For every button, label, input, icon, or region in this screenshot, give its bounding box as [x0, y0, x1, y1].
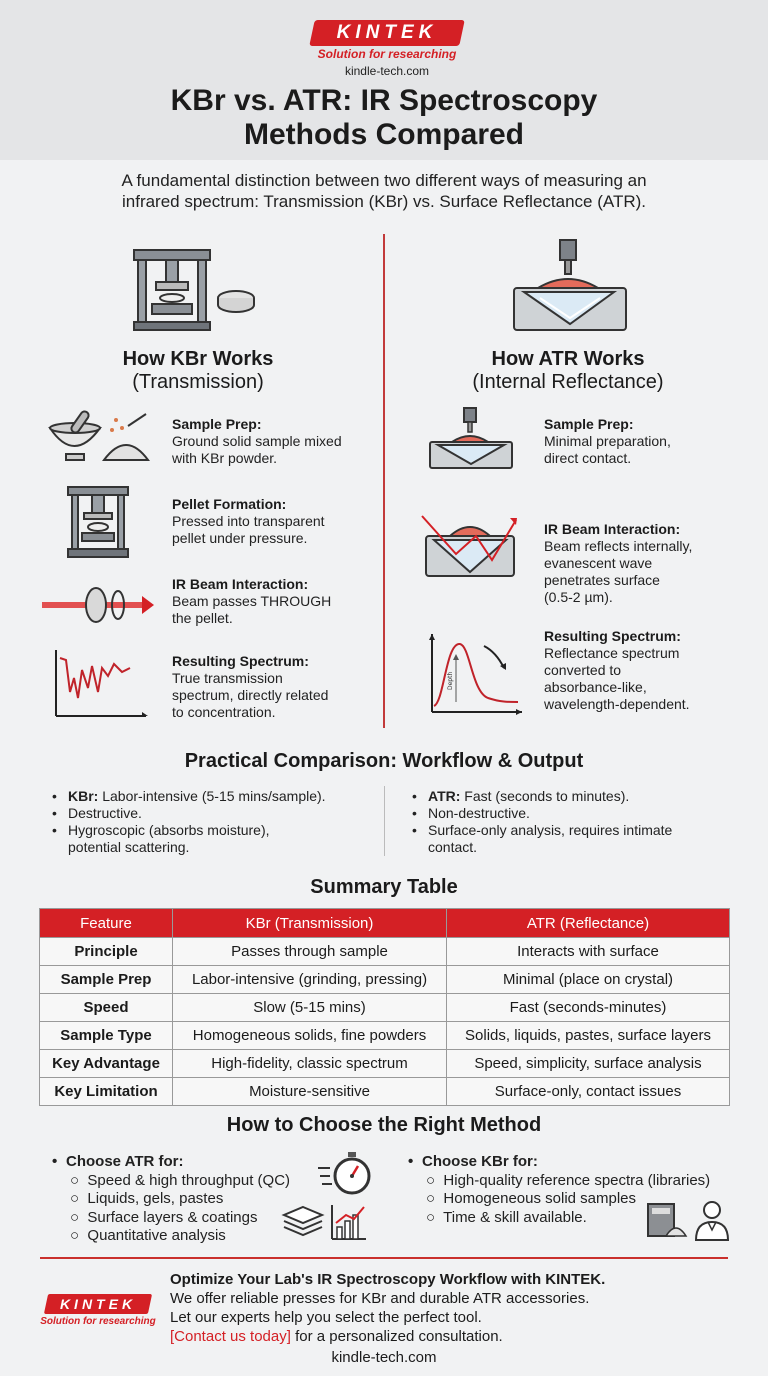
- table-row: [40, 1050, 730, 1078]
- footer-kintek-tagline: Solution for researching: [40, 1316, 156, 1327]
- reference-book-icon: [644, 1198, 688, 1240]
- atr-step1-title: Sample Prep:: [544, 416, 634, 432]
- table-cell: Sample Type: [40, 1022, 173, 1050]
- kbr-step4-desc: True transmission spectrum, directly related to concentration.: [172, 670, 329, 720]
- table-header-row: [40, 909, 730, 938]
- table-cell: Key Limitation: [40, 1078, 173, 1106]
- table-cell: Surface-only, contact issues: [447, 1078, 730, 1106]
- table-cell: Sample Prep: [40, 966, 173, 994]
- table-cell: Principle: [40, 938, 173, 966]
- stopwatch-icon: [318, 1150, 372, 1196]
- kbr-heading: How KBr Works (Transmission): [122, 348, 274, 393]
- depth-label: Depth: [447, 671, 454, 690]
- mortar-pestle-icon: [46, 408, 156, 464]
- table-cell: Key Advantage: [40, 1050, 173, 1078]
- kbr-step2-desc: Pressed into transparent pellet under pressure.: [172, 513, 325, 546]
- practical-divider: [384, 786, 385, 856]
- transmission-spectrum-icon: [52, 648, 148, 720]
- footer-text: Optimize Your Lab's IR Spectroscopy Workflow with KINTEK. We offer reliable presses for KBr and durable ATR accessories. Let our experts help you select the perfect tool. [Contact us today] for a personalized consultation.: [170, 1270, 730, 1346]
- absorbance-spectrum-icon: [428, 632, 524, 716]
- table-cell: Labor-intensive (grinding, pressing): [173, 966, 447, 994]
- beam-through-pellet-icon: [42, 586, 154, 626]
- atr-internal-reflection-icon: [420, 510, 520, 582]
- table-cell: Speed, simplicity, surface analysis: [447, 1050, 730, 1078]
- table-cell: Slow (5-15 mins): [173, 994, 447, 1022]
- table-cell: Homogeneous solids, fine powders: [173, 1022, 447, 1050]
- table-header: ATR (Reflectance): [447, 909, 730, 938]
- atr-practical-list: • ATR: Fast (seconds to minutes). • Non-destructive. • Surface-only analysis, requires intimate contact.: [412, 788, 673, 855]
- site-url-footer[interactable]: kindle-tech.com: [331, 1349, 437, 1366]
- table-row: [40, 966, 730, 994]
- summary-title: Summary Table: [310, 876, 458, 898]
- table-cell: Minimal (place on crystal): [447, 966, 730, 994]
- table-row: [40, 994, 730, 1022]
- kbr-step2-title: Pellet Formation:: [172, 496, 287, 512]
- column-divider: [383, 234, 385, 728]
- atr-step2-desc: Beam reflects internally, evanescent wave penetrates surface (0.5-2 µm).: [544, 538, 693, 605]
- atr-crystal-icon: [510, 238, 630, 334]
- kbr-step3-title: IR Beam Interaction:: [172, 576, 309, 592]
- bar-chart-icon: [330, 1203, 368, 1241]
- footer-kintek-logo-text: KINTEK: [59, 1296, 137, 1312]
- kbr-step1-title: Sample Prep:: [172, 416, 262, 432]
- press-icon: [130, 238, 260, 334]
- small-press-icon: [66, 483, 130, 559]
- kintek-logo-text: KINTEK: [336, 22, 438, 43]
- atr-step2-title: IR Beam Interaction:: [544, 521, 681, 537]
- atr-step1-desc: Minimal preparation, direct contact.: [544, 433, 671, 466]
- table-cell: Interacts with surface: [447, 938, 730, 966]
- choose-atr-list: • Choose ATR for: ○ Speed & high throughput (QC) ○ Liquids, gels, pastes ○ Surface layers & coatings ○ Quantitative analysis: [52, 1153, 291, 1244]
- site-url-top[interactable]: kindle-tech.com: [344, 64, 430, 78]
- choose-kbr-list: • Choose KBr for: ○ High-quality reference spectra (libraries) ○ Homogeneous solid samples ○ Time & skill available.: [408, 1153, 711, 1226]
- table-cell: Fast (seconds-minutes): [447, 994, 730, 1022]
- table-row: [40, 938, 730, 966]
- practical-title: Practical Comparison: Workflow & Output: [184, 750, 584, 772]
- kbr-step4-title: Resulting Spectrum:: [172, 653, 309, 669]
- scientist-icon: [692, 1198, 732, 1242]
- kbr-step3-desc: Beam passes THROUGH the pellet.: [172, 593, 332, 626]
- footer-headline: Optimize Your Lab's IR Spectroscopy Workflow with KINTEK.: [170, 1271, 606, 1288]
- intro-text: A fundamental distinction between two different ways of measuring an infrared spectrum: Transmission (KBr) vs. Surface Reflectance (ATR).: [121, 171, 647, 211]
- table-row: [40, 1022, 730, 1050]
- atr-heading: How ATR Works (Internal Reflectance): [472, 348, 664, 393]
- table-cell: Speed: [40, 994, 173, 1022]
- footer-divider: [40, 1257, 728, 1259]
- kbr-step1-desc: Ground solid sample mixed with KBr powder.: [172, 433, 342, 466]
- table-header: Feature: [40, 909, 173, 938]
- table-cell: Solids, liquids, pastes, surface layers: [447, 1022, 730, 1050]
- atr-contact-icon: [428, 406, 514, 470]
- contact-link[interactable]: [Contact us today]: [170, 1328, 291, 1345]
- kbr-practical-list: • KBr: Labor-intensive (5-15 mins/sample). • Destructive. • Hygroscopic (absorbs moisture), potential scattering.: [52, 788, 326, 855]
- atr-step3-desc: Reflectance spectrum converted to absorbance-like, wavelength-dependent.: [544, 645, 690, 712]
- page-title: KBr vs. ATR: IR Spectroscopy Methods Compared: [170, 84, 598, 151]
- table-cell: Passes through sample: [173, 938, 447, 966]
- table-cell: High-fidelity, classic spectrum: [173, 1050, 447, 1078]
- table-cell: Moisture-sensitive: [173, 1078, 447, 1106]
- choose-title: How to Choose the Right Method: [226, 1114, 542, 1136]
- kintek-tagline: Solution for researching: [317, 47, 457, 61]
- table-header: KBr (Transmission): [173, 909, 447, 938]
- table-row: [40, 1078, 730, 1106]
- atr-step3-title: Resulting Spectrum:: [544, 628, 681, 644]
- summary-table: [39, 908, 730, 1106]
- layers-icon: [282, 1203, 324, 1239]
